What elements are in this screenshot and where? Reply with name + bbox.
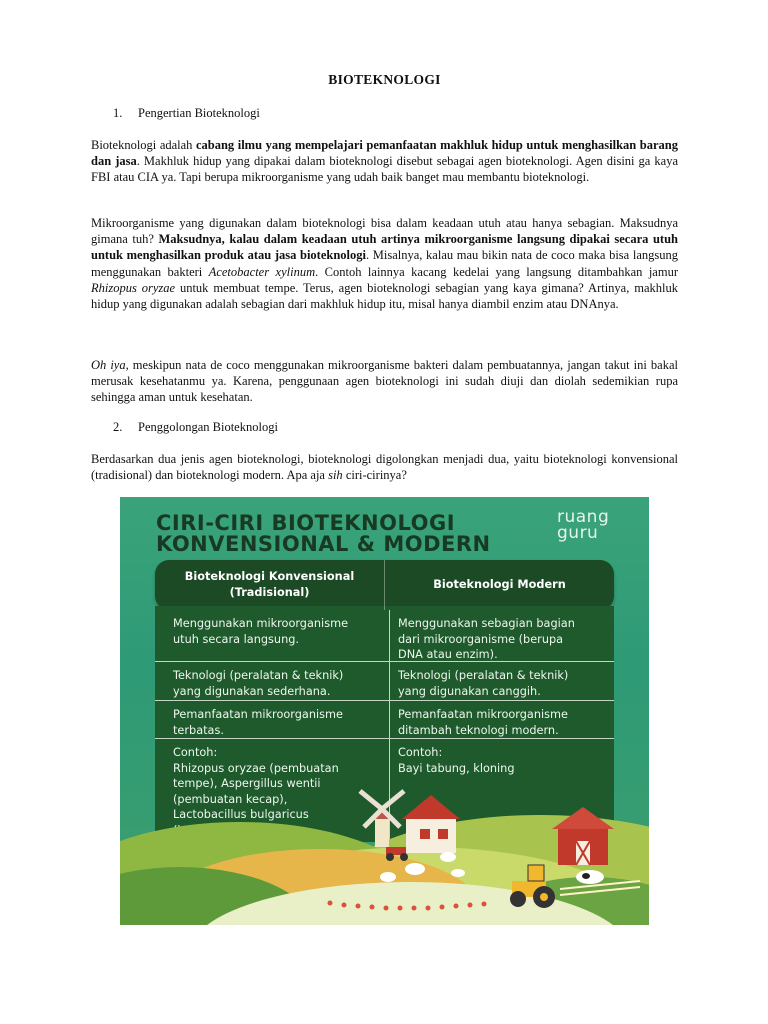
text-run: . Contoh lainnya kacang kedelai yang langsung ditambahkan jamur <box>315 264 678 279</box>
cell-line: Menggunakan sebagian bagian <box>398 617 575 630</box>
cell-line: Teknologi (peralatan & teknik) <box>173 669 344 682</box>
infographic-title <box>156 513 491 555</box>
cell-modern <box>390 610 614 661</box>
bold-run: Maksudnya, kalau dalam keadaan utuh artinya mikroorganisme langsung dipakai secara utuh untuk menghasilkan produk atau jasa bioteknologi <box>91 232 678 263</box>
cell-line: Contoh: <box>173 746 218 759</box>
cell-modern <box>390 701 614 738</box>
cow-icon <box>576 870 604 884</box>
text-run: untuk membuat tempe. Terus, agen bioteknologi sebagian yang kaya gimana? Artinya, makhluk hidup yang digunakan adalah sebagian dari makhluk hidup itu, misal hanya diambil enzim atau DNAnya. <box>91 280 678 312</box>
paragraph-definition <box>91 137 678 186</box>
cell-line: Bayi tabung, kloning <box>398 761 515 775</box>
section-heading-2 <box>113 420 278 435</box>
table-header <box>155 560 614 610</box>
section-heading-1 <box>113 106 260 121</box>
text-run: . Misalnya, kalau mau bikin nata de coco maka bisa langsung menggunakan bakteri <box>91 248 678 279</box>
cell-line: Menggunakan mikroorganisme <box>173 617 349 630</box>
cell-line: terbatas. <box>173 723 224 737</box>
text-run: ciri-cirinya? <box>342 468 407 483</box>
cell-line: Rhizopus oryzae (pembuatan <box>173 761 339 775</box>
document-title: BIOTEKNOLOGI <box>328 72 441 87</box>
text-run: Bioteknologi adalah <box>91 138 196 152</box>
brand-line: guru <box>557 523 599 543</box>
cell-line: Pemanfaatan mikroorganisme <box>173 708 343 721</box>
text-run: Mikroorganisme yang digunakan dalam bioteknologi bisa dalam keadaan utuh atau hanya sebagian. Maksudnya gimana tuh? <box>91 216 678 247</box>
italic-run: Acetobacter xylinum <box>208 264 316 279</box>
section-label: Penggolongan Bioteknologi <box>138 420 278 434</box>
header-conventional <box>155 560 385 610</box>
cell-line: Contoh: <box>398 746 443 759</box>
italic-run: Oh iya, <box>91 358 129 372</box>
cell-line: DNA atau enzim). <box>398 648 498 661</box>
text-run: Berdasarkan dua jenis agen bioteknologi, bioteknologi digolongkan menjadi dua, yaitu bioteknologi konvensional (tradisional) dan bioteknologi modern. Apa aja <box>91 452 678 483</box>
text-run: . Makhluk hidup yang dipakai dalam bioteknologi disebut sebagai agen bioteknologi. Agen disini ga kaya FBI atau CIA ya. Tapi berupa mikroorganisme yang udah baik banget mau membantu bioteknologi. <box>91 154 678 185</box>
table-row <box>155 610 614 662</box>
infographic-title-line: KONVENSIONAL & MODERN <box>156 532 491 556</box>
bold-run: cabang ilmu yang mempelajari pemanfaatan makhluk hidup untuk menghasilkan barang dan jasa <box>91 138 678 169</box>
cell-line: yang digunakan sederhana. <box>173 684 331 698</box>
cell-line: (pembuatan kecap), <box>173 792 288 806</box>
header-line: (Tradisional) <box>229 586 310 599</box>
infographic <box>120 497 649 925</box>
italic-run: sih <box>328 468 343 483</box>
cell-line: yang digunakan canggih. <box>398 684 541 698</box>
cell-conventional <box>155 610 390 661</box>
table-row <box>155 701 614 739</box>
cell-conventional <box>155 701 390 738</box>
cell-line: dari mikroorganisme (berupa <box>398 632 564 646</box>
cell-line: Pemanfaatan mikroorganisme <box>398 708 568 721</box>
cell-line: utuh secara langsung. <box>173 632 299 646</box>
text-run: meskipun nata de coco menggunakan mikroorganisme bakteri dalam pembuatannya, jangan takut ini bakal merusak kesehatanmu ya. Karena, penggunaan agen bioteknologi ini sudah diuji dan diolah sedemikian rupa sehingga aman untuk kesehatan. <box>91 358 678 405</box>
brand-line: ruang <box>557 507 610 527</box>
cell-line: Lactobacillus bulgaricus <box>173 808 309 821</box>
paragraph-safety <box>91 357 678 406</box>
cell-conventional <box>155 662 390 700</box>
farmhouse-icon <box>402 795 460 853</box>
italic-run: Rhizopus oryzae <box>91 280 176 295</box>
table-row <box>155 662 614 701</box>
section-number: 2. <box>113 420 123 434</box>
paragraph-classification <box>91 451 678 483</box>
cell-line: Teknologi (peralatan & teknik) <box>398 669 569 682</box>
header-modern: Bioteknologi Modern <box>433 578 566 591</box>
cell-line: tempe), Aspergillus wentii <box>173 777 321 790</box>
paragraph-microorganism <box>91 215 678 312</box>
infographic-title-line: CIRI-CIRI BIOTEKNOLOGI <box>156 511 456 535</box>
cell-modern <box>390 662 614 700</box>
header-line: Bioteknologi Konvensional <box>184 570 355 583</box>
section-label: Pengertian Bioteknologi <box>138 106 260 120</box>
ruangguru-logo <box>557 509 631 541</box>
section-number: 1. <box>113 106 123 120</box>
farm-illustration <box>120 777 649 925</box>
cell-line: ditambah teknologi modern. <box>398 723 559 737</box>
